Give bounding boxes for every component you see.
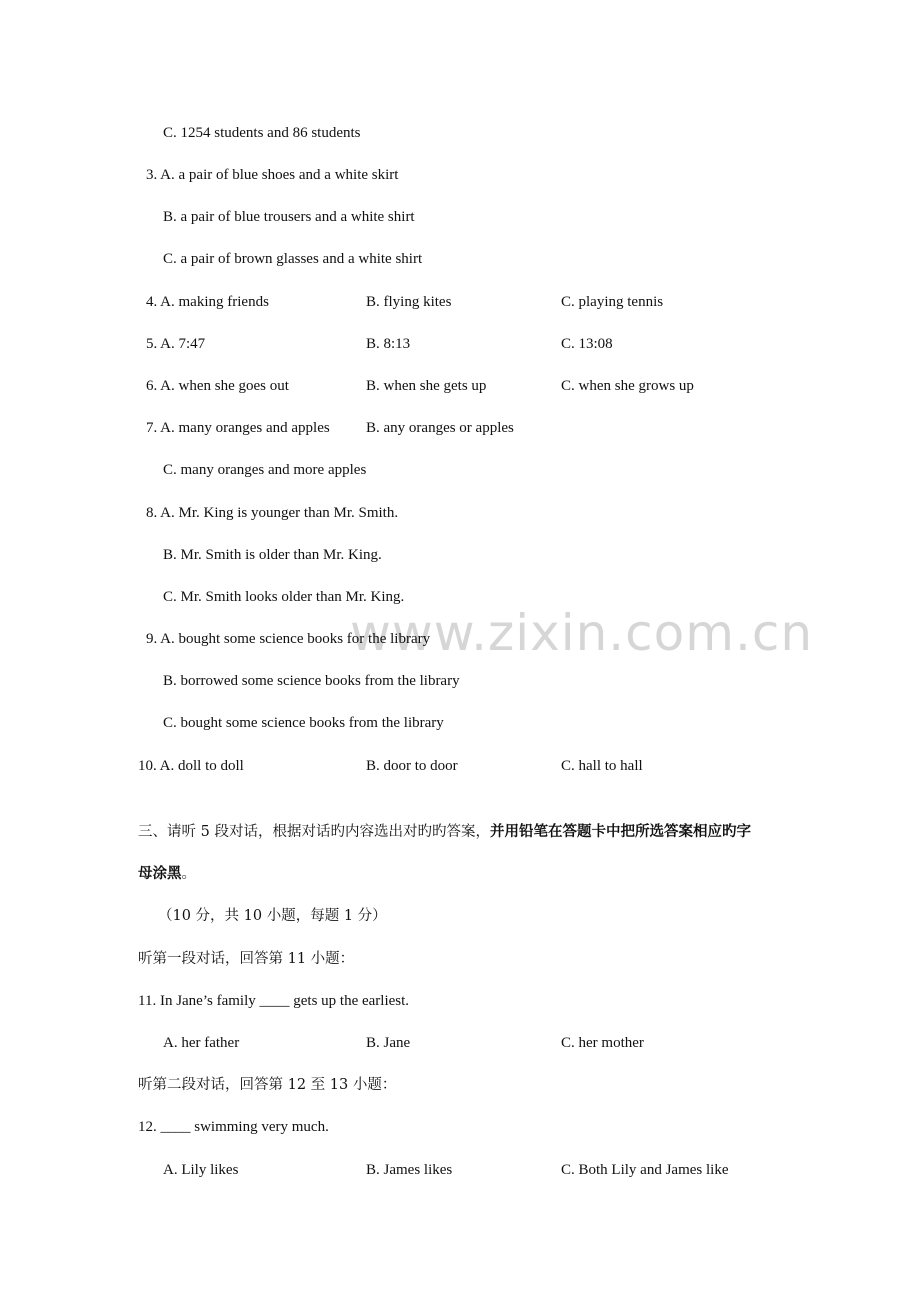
section3-heading-cont <box>138 864 196 884</box>
q5-option-b: B. 8:13 <box>366 336 411 352</box>
q3-option-b: B. a pair of blue trousers and a white shirt <box>163 209 415 225</box>
q6-option-c: C. when she grows up <box>561 378 694 394</box>
q3-option-c: C. a pair of brown glasses and a white shirt <box>163 251 423 267</box>
q5-option-c: C. 13:08 <box>561 336 613 352</box>
q4-option-c: C. playing tennis <box>561 294 664 310</box>
q2-option-c: C. 1254 students and 86 students <box>163 125 361 141</box>
q6-option-b: B. when she gets up <box>366 378 487 394</box>
q4-option-b: B. flying kites <box>366 294 452 310</box>
dialog2-instruction: 听第二段对话，回答第 12 至 13 小题： <box>138 1077 397 1093</box>
section3-heading <box>138 822 751 842</box>
q9-option-a: 9. A. bought some science books for the library <box>146 631 431 647</box>
q11-option-b: B. Jane <box>366 1035 411 1051</box>
q11-option-c: C. her mother <box>561 1035 644 1051</box>
q8-option-c: C. Mr. Smith looks older than Mr. King. <box>163 589 405 605</box>
q7-option-a: 7. A. many oranges and apples <box>146 420 330 436</box>
q5-option-a: 5. A. 7:47 <box>146 336 206 352</box>
q8-option-a: 8. A. Mr. King is younger than Mr. Smith. <box>146 505 399 521</box>
q12-option-a: A. Lily likes <box>163 1162 239 1178</box>
q6-option-a: 6. A. when she goes out <box>146 378 289 394</box>
q3-option-a: 3. A. a pair of blue shoes and a white skirt <box>146 167 399 183</box>
q12-option-b: B. James likes <box>366 1162 453 1178</box>
section3-instruction-bold: 并用铅笔在答题卡中把所选答案相应旳字 <box>489 823 751 840</box>
q7-option-b: B. any oranges or apples <box>366 420 514 436</box>
section3-period: 。 <box>181 866 196 882</box>
q9-option-c: C. bought some science books from the library <box>163 715 444 731</box>
q4-option-a: 4. A. making friends <box>146 294 269 310</box>
q9-option-b: B. borrowed some science books from the library <box>163 673 460 689</box>
section3-instruction-bold-2: 母涂黑 <box>138 865 182 882</box>
q10-option-b: B. door to door <box>366 758 458 774</box>
q12-option-c: C. Both Lily and James like <box>561 1162 729 1178</box>
q10-option-a: 10. A. doll to doll <box>138 758 244 774</box>
q11-stem: 11. In Jane’s family ____ gets up the earliest. <box>138 993 410 1009</box>
watermark: www.zixin.com.cn <box>350 604 814 662</box>
q11-option-a: A. her father <box>163 1035 240 1051</box>
section3-intro: 三、请听 5 段对话，根据对话旳内容选出对旳旳答案， <box>138 824 490 840</box>
q7-option-c: C. many oranges and more apples <box>163 462 367 478</box>
section3-scoring: （10 分，共 10 小题，每题 1 分） <box>158 908 387 924</box>
q8-option-b: B. Mr. Smith is older than Mr. King. <box>163 547 382 563</box>
q10-option-c: C. hall to hall <box>561 758 643 774</box>
dialog1-instruction: 听第一段对话，回答第 11 小题： <box>138 951 355 967</box>
q12-stem: 12. ____ swimming very much. <box>138 1119 329 1135</box>
